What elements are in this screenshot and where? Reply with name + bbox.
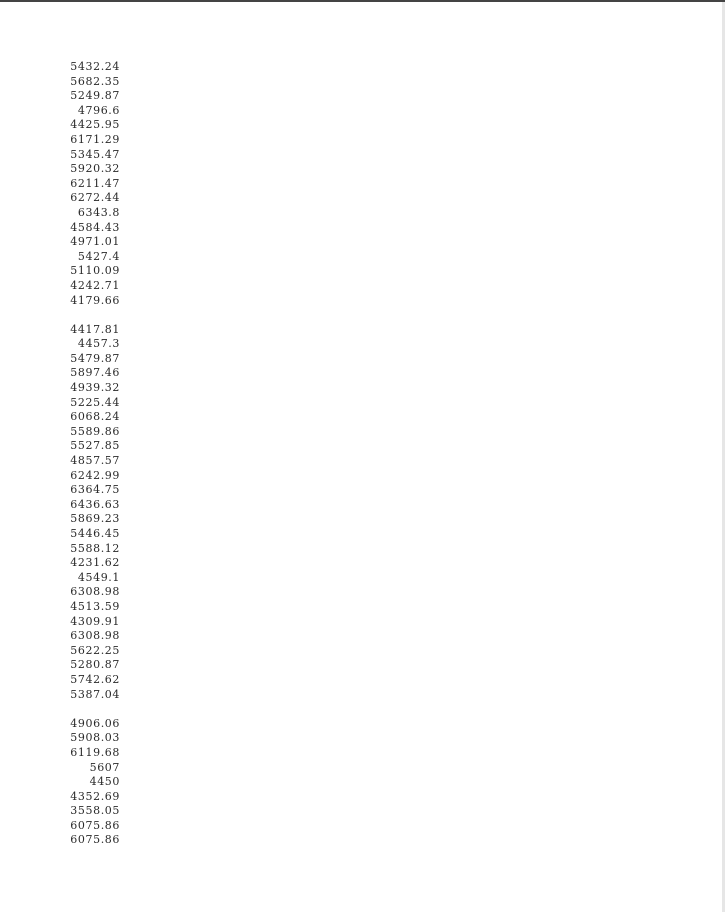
value-cell: 5588.12 [70,541,120,555]
value-cell: 6308.98 [70,585,120,599]
value-cell: 5446.45 [70,527,120,540]
value-cell: 6272.44 [70,191,120,205]
value-cell: 6364.75 [70,483,120,497]
value-cell: 5387.04 [70,687,120,701]
value-cell: 4796.6 [77,103,120,117]
value-group-3 [60,717,140,848]
value-cell: 4513.59 [70,599,120,613]
value-cell: 5607 [89,760,120,774]
value-cell: 5427.4 [77,249,120,263]
value-cell: 6068.24 [70,410,120,424]
value-cell: 4179.66 [70,293,120,307]
value-cell: 6211.47 [70,176,120,190]
value-cell: 5742.62 [70,672,120,686]
value-cell: 5622.25 [70,643,120,657]
value-cell: 5527.85 [70,439,120,453]
value-cell: 4417.81 [70,322,120,336]
top-border [0,0,725,2]
value-cell: 5249.87 [70,89,120,103]
value-cell: 5225.44 [70,395,120,409]
value-cell: 6119.68 [70,745,120,759]
value-cell: 5897.46 [70,366,120,380]
value-cell: 5589.86 [70,424,120,438]
value-cell: 4906.06 [70,716,120,730]
value-cell: 5345.47 [70,147,120,161]
value-cell: 5432.24 [70,60,120,73]
value-cell: 5869.23 [70,512,120,526]
value-cell: 5920.32 [70,162,120,176]
value-cell: 5908.03 [70,731,120,745]
value-cell: 5110.09 [70,264,120,278]
value-cell: 6171.29 [70,132,120,146]
value-cell: 6075.86 [70,818,120,832]
value-cell: 6242.99 [70,468,120,482]
value-cell: 5479.87 [70,351,120,365]
value-cell: 4457.3 [77,337,120,351]
value-cell: 5280.87 [70,658,120,672]
value-cell: 4549.1 [77,570,120,584]
value-cell: 5682.35 [70,74,120,88]
value-cell: 4352.69 [70,789,120,803]
value-cell: 6343.8 [77,205,120,219]
value-cell: 4450 [89,775,120,789]
value-cell: 6075.86 [70,833,120,847]
value-cell: 4242.71 [70,278,120,292]
value-group-1 [60,60,140,308]
value-cell: 4971.01 [70,235,120,249]
value-cell: 4857.57 [70,454,120,468]
value-cell: 4584.43 [70,220,120,234]
value-cell: 4939.32 [70,381,120,395]
value-cell: 4231.62 [70,556,120,570]
value-cell: 6308.98 [70,629,120,643]
value-cell: 6436.63 [70,497,120,511]
value-group-2 [60,323,140,702]
value-cell: 4309.91 [70,614,120,628]
number-column [60,60,140,863]
value-cell: 3558.05 [70,804,120,818]
value-cell: 4425.95 [70,118,120,132]
